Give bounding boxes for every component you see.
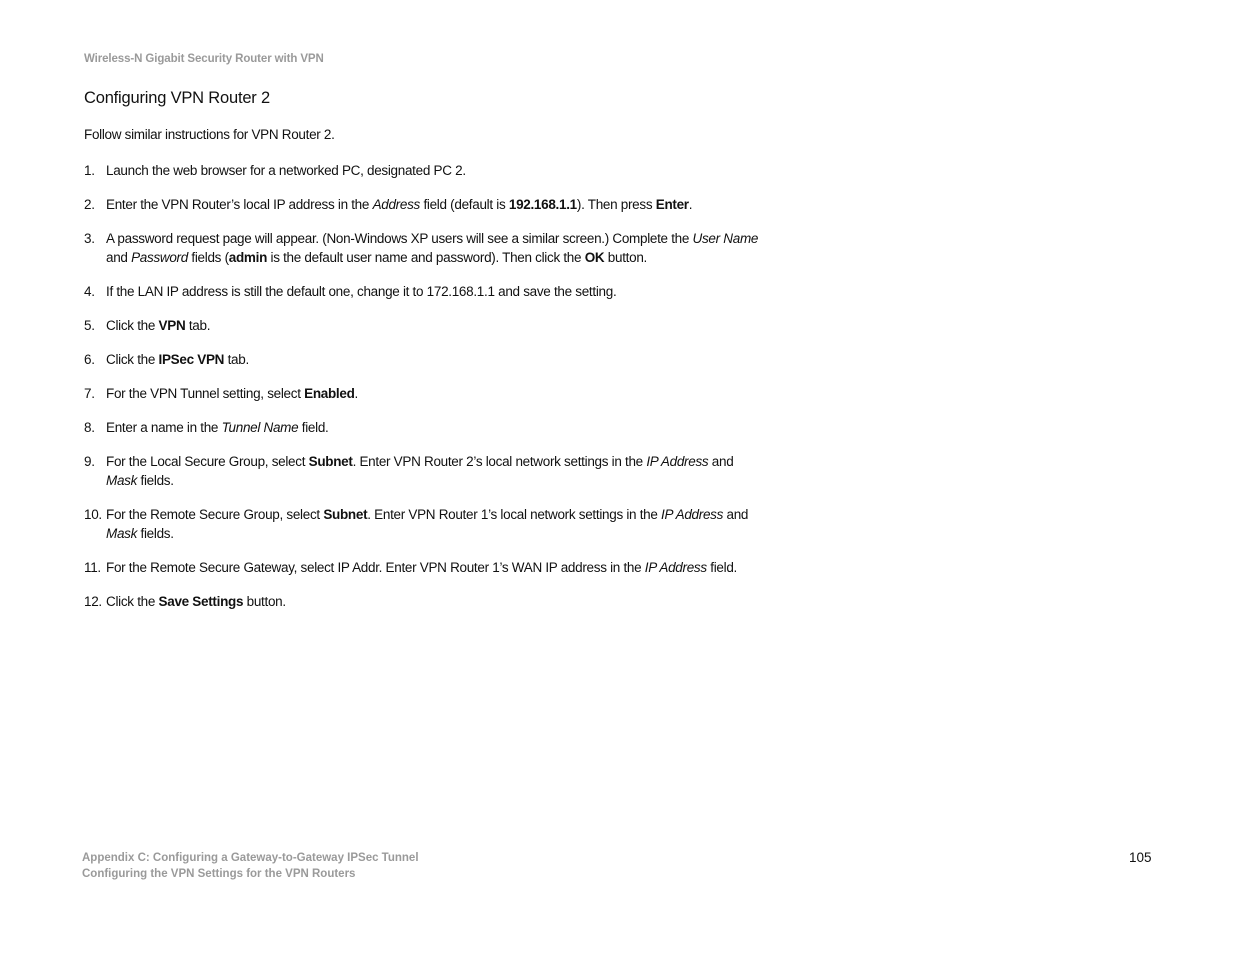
running-header: Wireless-N Gigabit Security Router with VPN — [84, 53, 324, 65]
step-number: 11. — [84, 560, 101, 575]
step-text-run: and — [723, 507, 749, 522]
step-text-run: . Enter VPN Router 2’s local network settings in the — [352, 454, 647, 469]
step-text — [106, 350, 774, 369]
step-text-run: button. — [243, 594, 286, 609]
step-item — [84, 229, 774, 267]
step-text-run: Enter a name in the — [106, 420, 222, 435]
step-text — [106, 229, 774, 267]
step-text-run: button. — [604, 250, 647, 265]
step-number: 6. — [84, 352, 95, 367]
step-item — [84, 316, 774, 335]
step-text-run: Click the — [106, 352, 159, 367]
step-item — [84, 195, 774, 214]
step-text — [106, 161, 774, 180]
step-text-run: tab. — [185, 318, 211, 333]
step-text-run: Launch the web browser for a networked PC, designated PC 2. — [106, 163, 466, 178]
step-text-run: field. — [298, 420, 329, 435]
step-number: 5. — [84, 318, 95, 333]
steps-list — [84, 161, 774, 626]
step-number: 9. — [84, 454, 95, 469]
footer-appendix-title: Appendix C: Configuring a Gateway-to-Gateway IPSec Tunnel — [82, 852, 419, 864]
step-number: 12. — [84, 594, 102, 609]
step-text — [106, 418, 774, 437]
step-text-italic: IP Address — [644, 560, 707, 575]
step-text-run: fields ( — [187, 250, 229, 265]
step-text — [106, 384, 774, 403]
step-text-run: Click the — [106, 318, 159, 333]
step-text-italic: Mask — [106, 473, 138, 488]
step-item — [84, 505, 774, 543]
step-text-bold: Subnet — [308, 454, 353, 469]
step-text-run: field (default is — [420, 197, 509, 212]
step-text-italic: User Name — [692, 231, 759, 246]
step-number: 8. — [84, 420, 95, 435]
step-text-run: For the VPN Tunnel setting, select — [106, 386, 305, 401]
step-text-run: If the LAN IP address is still the default one, change it to 172.168.1.1 and save the setting. — [106, 284, 617, 299]
step-text-run: and — [106, 250, 132, 265]
step-text-italic: Password — [131, 250, 188, 265]
step-item — [84, 282, 774, 301]
step-text-run: Click the — [106, 594, 159, 609]
step-item — [84, 161, 774, 180]
step-number: 2. — [84, 197, 95, 212]
step-text-bold: IPSec VPN — [158, 352, 225, 367]
step-text-italic: IP Address — [661, 507, 724, 522]
step-number: 4. — [84, 284, 95, 299]
step-text-run: . Enter VPN Router 1’s local network settings in the — [367, 507, 662, 522]
step-text-bold: admin — [228, 250, 268, 265]
step-number: 3. — [84, 231, 95, 246]
step-text — [106, 558, 774, 577]
step-text-run: and — [708, 454, 734, 469]
step-text-run: field. — [706, 560, 737, 575]
step-text — [106, 195, 774, 214]
step-text-run: is the default user name and password). Then click the — [267, 250, 585, 265]
step-text-italic: Mask — [106, 526, 138, 541]
step-item — [84, 558, 774, 577]
step-text-run: fields. — [137, 473, 174, 488]
step-text-bold: OK — [584, 250, 605, 265]
step-text-bold: VPN — [158, 318, 186, 333]
step-text-run: . — [354, 386, 358, 401]
step-text-run: tab. — [224, 352, 249, 367]
step-item — [84, 350, 774, 369]
footer-section-title: Configuring the VPN Settings for the VPN Routers — [82, 868, 356, 880]
step-text-run: . — [688, 197, 693, 212]
footer-breadcrumb — [82, 850, 419, 882]
step-number: 1. — [84, 163, 95, 178]
step-text — [106, 452, 774, 490]
step-number: 10. — [84, 507, 102, 522]
step-number: 7. — [84, 386, 95, 401]
step-text-bold: Subnet — [323, 507, 368, 522]
step-text — [106, 592, 774, 611]
step-text-italic: Tunnel Name — [221, 420, 299, 435]
step-item — [84, 452, 774, 490]
step-item — [84, 384, 774, 403]
section-title: Configuring VPN Router 2 — [84, 89, 270, 107]
step-text-run: fields. — [137, 526, 174, 541]
step-text-italic: Address — [372, 197, 420, 212]
step-text-bold: 192.168.1.1 — [508, 197, 577, 212]
step-text — [106, 282, 774, 301]
step-text — [106, 505, 774, 543]
page-number: 105 — [1129, 850, 1152, 865]
step-text-run: For the Local Secure Group, select — [106, 454, 309, 469]
step-text-bold: Enabled — [304, 386, 355, 401]
step-text — [106, 316, 774, 335]
step-item — [84, 418, 774, 437]
step-text-run: ). Then press — [576, 197, 656, 212]
step-text-bold: Enter — [655, 197, 689, 212]
step-text-run: For the Remote Secure Gateway, select IP Addr. Enter VPN Router 1’s WAN IP address in the — [106, 560, 645, 575]
intro-paragraph: Follow similar instructions for VPN Router 2. — [84, 127, 335, 142]
step-text-run: Enter the VPN Router’s local IP address in the — [106, 197, 373, 212]
step-text-italic: IP Address — [646, 454, 709, 469]
step-text-run: A password request page will appear. (Non-Windows XP users will see a similar screen.) Complete the — [106, 231, 693, 246]
step-text-bold: Save Settings — [158, 594, 244, 609]
step-item — [84, 592, 774, 611]
step-text-run: For the Remote Secure Group, select — [106, 507, 324, 522]
